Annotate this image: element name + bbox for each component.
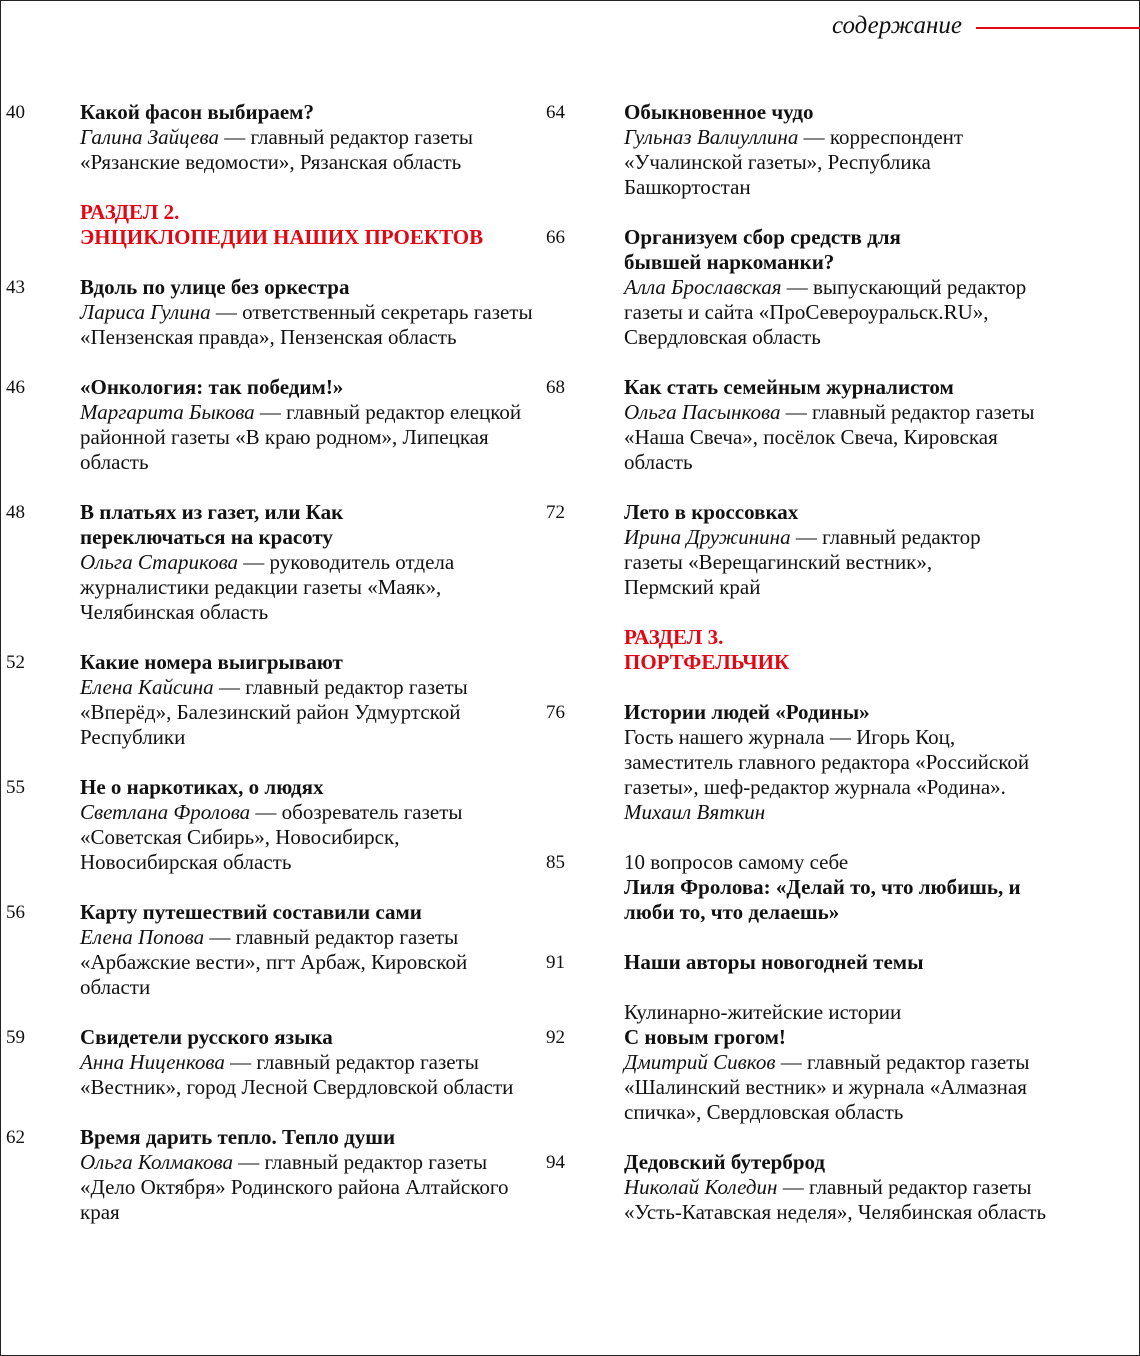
article-title: Какой фасон выбираем?	[80, 100, 314, 124]
page-number: 91	[546, 952, 565, 973]
toc-entry[interactable]	[0, 275, 540, 350]
author-name: Дмитрий Сивков	[624, 1050, 776, 1074]
article-credit	[80, 550, 540, 625]
article-credit	[624, 125, 1014, 200]
article-credit	[80, 1150, 540, 1225]
article-credit	[624, 400, 1054, 475]
author-role: — руководитель отдела журналистики редакции газеты «Маяк», Челябинская область	[80, 550, 455, 624]
article-title: Карту путешествий составили сами	[80, 900, 422, 924]
page-number: 48	[6, 502, 25, 523]
article-title: В платьях из газет, или Как переключаться на красоту	[80, 500, 344, 549]
toc-entry[interactable]	[0, 1025, 540, 1100]
page-number: 40	[6, 102, 25, 123]
author-role: — главный редактор газеты «Усть-Катавская неделя», Челябинская область	[624, 1175, 1047, 1224]
toc-entry[interactable]	[540, 225, 1138, 350]
page-number: 43	[6, 277, 25, 298]
article-title: Лиля Фролова: «Делай то, что любишь, и люби то, что делаешь»	[624, 875, 1021, 924]
article-title: Свидетели русского языка	[80, 1025, 333, 1049]
page-number: 92	[546, 1027, 565, 1048]
author-role: — ответственный секретарь газеты «Пензенская правда», Пензенская область	[80, 300, 533, 349]
article-title: Дедовский бутерброд	[624, 1150, 826, 1174]
toc-entry[interactable]	[0, 100, 540, 175]
article-title: Не о наркотиках, о людях	[80, 775, 324, 799]
author-name: Алла Брославская	[624, 275, 782, 299]
toc-entry[interactable]	[540, 100, 1138, 200]
author-name: Елена Попова	[80, 925, 205, 949]
article-title: Организуем сбор средств для бывшей наркоманки?	[624, 225, 901, 274]
article-title: Наши авторы новогодней темы	[624, 950, 924, 974]
toc-entry[interactable]	[0, 900, 540, 1000]
article-credit	[624, 525, 1014, 600]
author-name: Елена Кайсина	[80, 675, 214, 699]
article-credit	[80, 125, 540, 175]
article-title: Обыкновенное чудо	[624, 100, 814, 124]
toc-entry[interactable]	[0, 775, 540, 875]
author-name: Гульназ Валиуллина	[624, 125, 799, 149]
toc-entry[interactable]	[540, 1000, 1138, 1125]
toc-right-column	[540, 100, 1138, 1250]
author-name: Маргарита Быкова	[80, 400, 255, 424]
article-credit	[80, 800, 540, 875]
author-role: — главный редактор газеты «Рязанские ведомости», Рязанская область	[80, 125, 474, 174]
section-heading-2: РАЗДЕЛ 2. ЭНЦИКЛОПЕДИИ НАШИХ ПРОЕКТОВ	[80, 200, 484, 249]
article-credit	[80, 925, 540, 1000]
toc-entry[interactable]	[540, 375, 1138, 475]
toc-entry[interactable]	[540, 500, 1138, 600]
author-name: Михаил Вяткин	[624, 800, 766, 824]
page-number: 68	[546, 377, 565, 398]
article-title: Лето в кроссовках	[624, 500, 799, 524]
toc-entry[interactable]	[0, 375, 540, 475]
rubric-label: Кулинарно-житейские истории	[624, 1000, 902, 1024]
page-number: 64	[546, 102, 565, 123]
article-credit	[624, 275, 1054, 350]
article-credit	[80, 300, 540, 350]
page-number: 52	[6, 652, 25, 673]
author-name: Ирина Дружинина	[624, 525, 791, 549]
article-title: Время дарить тепло. Тепло души	[80, 1125, 396, 1149]
page-heading: содержание	[832, 12, 962, 39]
page-number: 56	[6, 902, 25, 923]
author-role: — главный редактор газеты «Вестник», город Лесной Свердловской области	[80, 1050, 514, 1099]
page-number: 76	[546, 702, 565, 723]
page-number: 55	[6, 777, 25, 798]
author-role: — обозреватель газеты «Советская Сибирь», Новосибирск, Новосибирская область	[80, 800, 463, 874]
author-name: Галина Зайцева	[80, 125, 219, 149]
article-title: С новым грогом!	[624, 1025, 786, 1049]
toc-entry[interactable]	[540, 850, 1138, 925]
toc-entry[interactable]	[0, 1125, 540, 1225]
author-role: — главный редактор елецкой районной газеты «В краю родном», Липецкая область	[80, 400, 522, 474]
author-role: — выпускающий редактор газеты и сайта «ПроСевероуральск.RU», Свердловская область	[624, 275, 1027, 349]
article-credit	[80, 1050, 540, 1100]
toc-entry[interactable]	[0, 650, 540, 750]
author-name: Ольга Пасынкова	[624, 400, 781, 424]
article-credit	[624, 1050, 1064, 1125]
toc-entry[interactable]	[540, 700, 1138, 825]
author-role: — главный редактор газеты «Шалинский вестник» и журнала «Алмазная спичка», Свердловская область	[624, 1050, 1030, 1124]
author-role: — главный редактор газеты «Вперёд», Балезинский район Удмуртской Республики	[80, 675, 468, 749]
toc-entry[interactable]	[0, 500, 540, 625]
header-accent-rule	[976, 27, 1140, 29]
page-number: 85	[546, 852, 565, 873]
article-credit	[624, 1175, 1054, 1225]
article-title: «Онкология: так победим!»	[80, 375, 344, 399]
author-role: — главный редактор газеты «Наша Свеча», посёлок Свеча, Кировская область	[624, 400, 1035, 474]
toc-left-column	[0, 100, 540, 1250]
section-heading-3: РАЗДЕЛ 3. ПОРТФЕЛЬЧИК	[624, 625, 790, 674]
author-name: Светлана Фролова	[80, 800, 251, 824]
page-number: 62	[6, 1127, 25, 1148]
author-role: — главный редактор газеты «Арбажские вести», пгт Арбаж, Кировской области	[80, 925, 468, 999]
author-name: Лариса Гулина	[80, 300, 211, 324]
article-title: Вдоль по улице без оркестра	[80, 275, 350, 299]
page-number: 94	[546, 1152, 565, 1173]
toc-entry[interactable]	[540, 1150, 1138, 1225]
article-title: Истории людей «Родины»	[624, 700, 870, 724]
rubric-label: 10 вопросов самому себе	[624, 850, 849, 874]
author-name: Ольга Старикова	[80, 550, 239, 574]
author-name: Ольга Колмакова	[80, 1150, 233, 1174]
article-title: Как стать семейным журналистом	[624, 375, 954, 399]
article-credit	[80, 400, 540, 475]
toc-entry[interactable]	[540, 950, 1138, 975]
author-name: Николай Коледин	[624, 1175, 778, 1199]
author-role: — корреспондент «Учалинской газеты», Республика Башкортостан	[624, 125, 964, 199]
author-role: — главный редактор газеты «Дело Октября» Родинского района Алтайского края	[80, 1150, 509, 1224]
article-title: Какие номера выигрывают	[80, 650, 343, 674]
author-name: Анна Ниценкова	[80, 1050, 225, 1074]
article-description: Гость нашего журнала — Игорь Коц, заместитель главного редактора «Российской газеты», шеф-редактор журнала «Родина».	[624, 725, 1030, 799]
page-number: 72	[546, 502, 565, 523]
author-role: — главный редактор газеты «Верещагинский вестник», Пермский край	[624, 525, 981, 599]
article-credit	[80, 675, 540, 750]
page-number: 59	[6, 1027, 25, 1048]
page-number: 66	[546, 227, 565, 248]
page-number: 46	[6, 377, 25, 398]
